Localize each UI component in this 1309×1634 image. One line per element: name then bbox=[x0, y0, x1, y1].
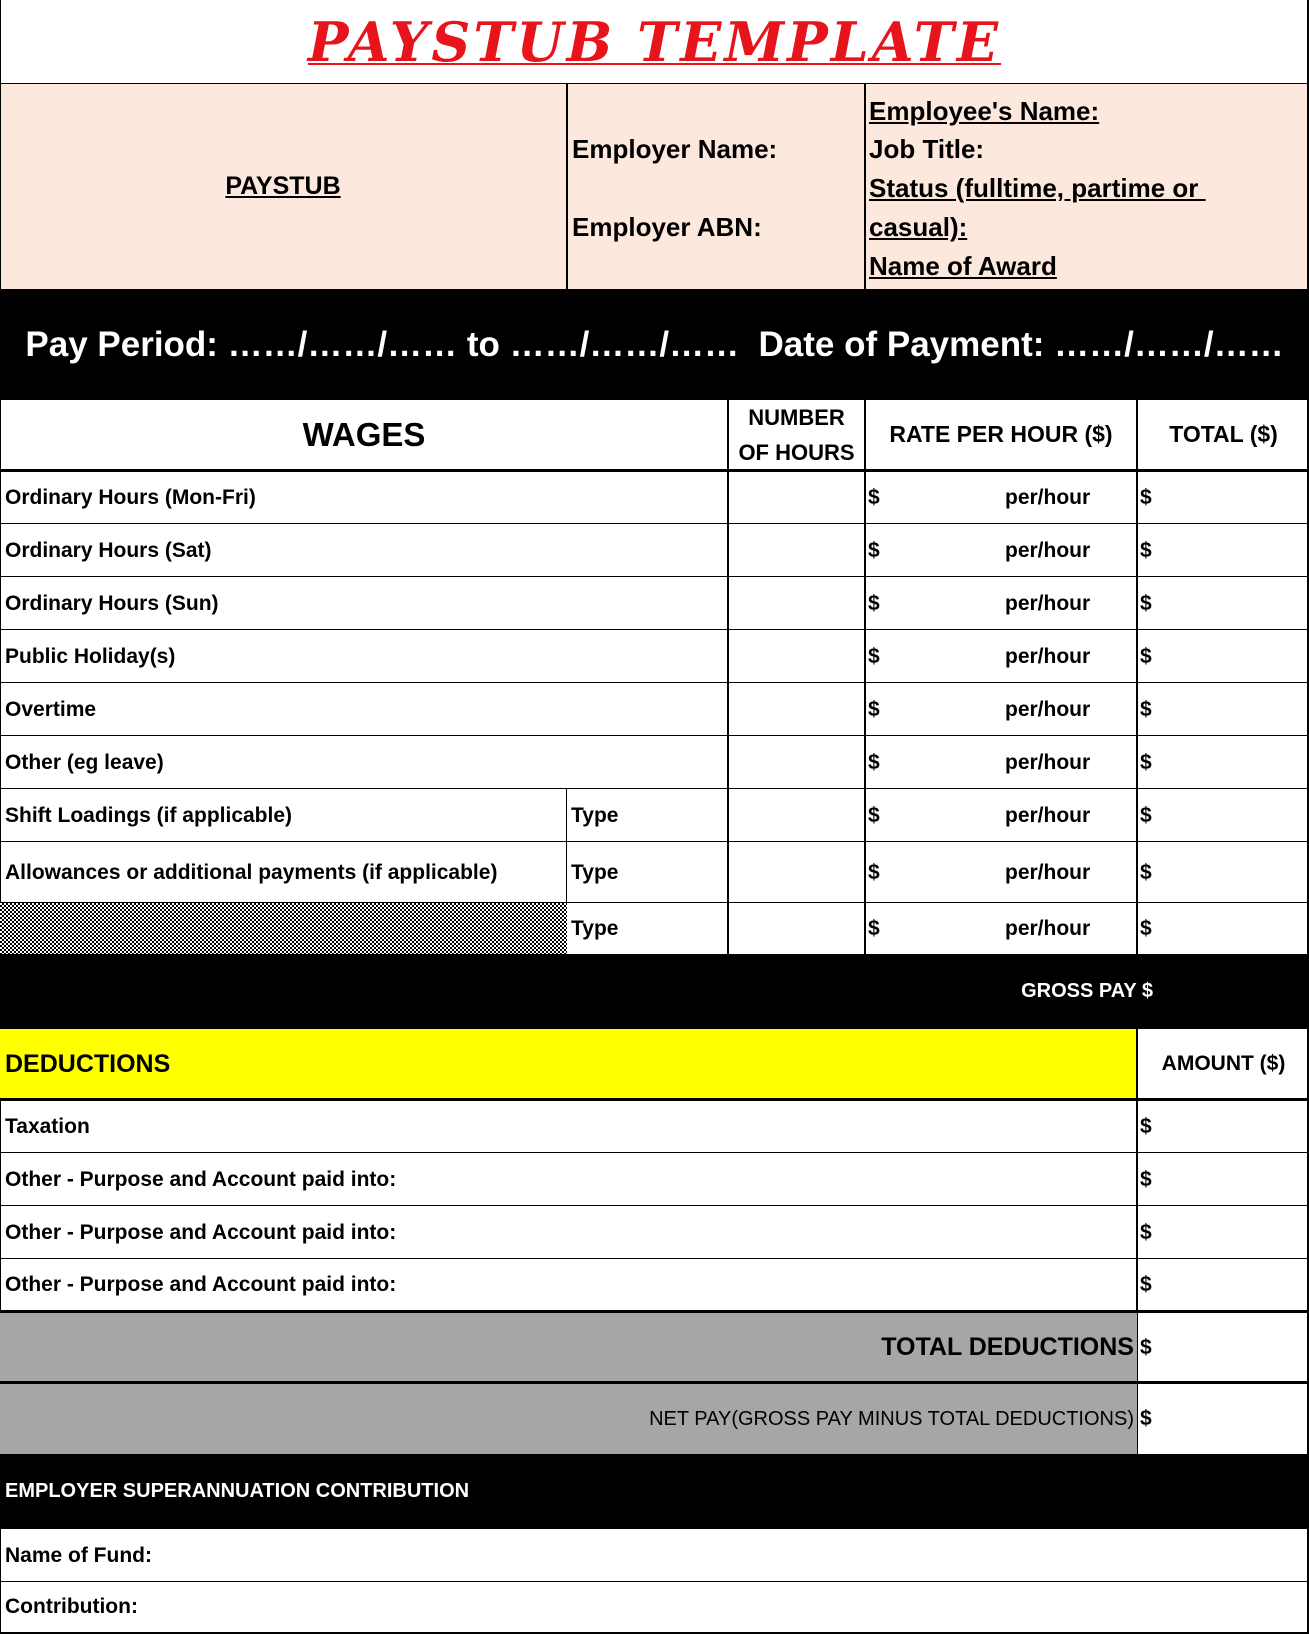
divider bbox=[0, 682, 1309, 683]
rate-dollar-sign: $ bbox=[868, 485, 880, 509]
total-dollar-sign: $ bbox=[1140, 485, 1152, 509]
amount-column-header: AMOUNT ($) bbox=[1161, 1052, 1286, 1075]
rate-column-header: RATE PER HOUR ($) bbox=[889, 421, 1113, 447]
hatched-cell bbox=[0, 903, 567, 954]
amount-dollar-sign: $ bbox=[1140, 1220, 1152, 1244]
fund-name-label: Name of Fund: bbox=[5, 1543, 152, 1567]
net-pay-label: NET PAY(GROSS PAY MINUS TOTAL DEDUCTIONS) bbox=[649, 1407, 1134, 1430]
wage-row-label: Shift Loadings (if applicable) bbox=[5, 803, 293, 827]
divider bbox=[1136, 400, 1138, 954]
divider bbox=[0, 1581, 1309, 1582]
per-hour-label: per/hour bbox=[1005, 644, 1091, 668]
rate-dollar-sign: $ bbox=[868, 538, 880, 562]
divider bbox=[864, 84, 866, 289]
deduction-row-label: Other - Purpose and Account paid into: bbox=[5, 1167, 397, 1191]
divider bbox=[864, 400, 866, 954]
status-label-continued: casual): bbox=[869, 212, 968, 242]
hours-header-line1: NUMBER bbox=[748, 404, 845, 430]
wage-row-label: Ordinary Hours (Sat) bbox=[5, 538, 212, 562]
rate-dollar-sign: $ bbox=[868, 697, 880, 721]
rate-dollar-sign: $ bbox=[868, 591, 880, 615]
total-column-header: TOTAL ($) bbox=[1169, 421, 1278, 447]
deduction-row-label: Other - Purpose and Account paid into: bbox=[5, 1220, 397, 1244]
wage-row-label: Allowances or additional payments (if applicable) bbox=[5, 860, 498, 884]
total-dollar-sign: $ bbox=[1140, 916, 1152, 940]
employee-name-label: Employee's Name: bbox=[869, 96, 1100, 126]
type-label: Type bbox=[571, 860, 619, 884]
total-dollar-sign: $ bbox=[1140, 538, 1152, 562]
page-title: PAYSTUB TEMPLATE bbox=[307, 10, 1002, 74]
rate-dollar-sign: $ bbox=[868, 860, 880, 884]
deduction-row-label: Taxation bbox=[5, 1115, 90, 1138]
rate-dollar-sign: $ bbox=[868, 644, 880, 668]
per-hour-label: per/hour bbox=[1005, 485, 1091, 509]
total-dollar-sign: $ bbox=[1140, 591, 1152, 615]
total-dollar-sign: $ bbox=[1140, 803, 1152, 827]
status-label: Status (fulltime, partime or bbox=[869, 173, 1206, 203]
amount-dollar-sign: $ bbox=[1140, 1335, 1152, 1359]
hours-column-header bbox=[729, 400, 864, 469]
total-dollar-sign: $ bbox=[1140, 750, 1152, 774]
per-hour-label: per/hour bbox=[1005, 538, 1091, 562]
per-hour-label: per/hour bbox=[1005, 860, 1091, 884]
per-hour-label: per/hour bbox=[1005, 697, 1091, 721]
per-hour-label: per/hour bbox=[1005, 591, 1091, 615]
per-hour-label: per/hour bbox=[1005, 750, 1091, 774]
super-heading: EMPLOYER SUPERANNUATION CONTRIBUTION bbox=[5, 1480, 470, 1502]
wage-row-label: Overtime bbox=[5, 697, 97, 721]
job-title-label: Job Title: bbox=[869, 134, 985, 164]
deduction-row-label: Other - Purpose and Account paid into: bbox=[5, 1273, 397, 1296]
type-label: Type bbox=[571, 803, 619, 827]
wages-heading: WAGES bbox=[302, 415, 426, 453]
divider bbox=[0, 1098, 1309, 1101]
type-label: Type bbox=[571, 916, 619, 940]
total-dollar-sign: $ bbox=[1140, 860, 1152, 884]
divider bbox=[566, 84, 568, 289]
per-hour-label: per/hour bbox=[1005, 803, 1091, 827]
gross-pay-label: GROSS PAY $ bbox=[1021, 980, 1153, 1002]
per-hour-label: per/hour bbox=[1005, 916, 1091, 940]
divider bbox=[0, 735, 1309, 736]
paystub-label: PAYSTUB bbox=[225, 172, 341, 200]
contribution-label: Contribution: bbox=[5, 1595, 138, 1618]
pay-period-bar: Pay Period: ……/……/…… to ……/……/…… Date of Payment: ……/……/…… bbox=[0, 289, 1309, 400]
deductions-heading-band bbox=[0, 1029, 1137, 1099]
employer-abn-label: Employer ABN: bbox=[572, 212, 762, 242]
award-label: Name of Award bbox=[869, 251, 1057, 281]
rate-dollar-sign: $ bbox=[868, 750, 880, 774]
wage-row-label: Ordinary Hours (Mon-Fri) bbox=[5, 485, 256, 509]
deductions-heading: DEDUCTIONS bbox=[5, 1049, 171, 1078]
wage-row-label: Public Holiday(s) bbox=[5, 644, 176, 668]
divider bbox=[727, 400, 729, 954]
wage-row-label: Other (eg leave) bbox=[5, 750, 164, 774]
total-dollar-sign: $ bbox=[1140, 697, 1152, 721]
total-deductions-label: TOTAL DEDUCTIONS bbox=[881, 1333, 1134, 1361]
employer-name-label: Employer Name: bbox=[572, 134, 778, 164]
wage-row-label: Ordinary Hours (Sun) bbox=[5, 591, 219, 615]
rate-dollar-sign: $ bbox=[868, 803, 880, 827]
amount-dollar-sign: $ bbox=[1140, 1273, 1152, 1296]
rate-dollar-sign: $ bbox=[868, 916, 880, 940]
amount-dollar-sign: $ bbox=[1140, 1115, 1152, 1138]
amount-dollar-sign: $ bbox=[1140, 1407, 1152, 1430]
total-dollar-sign: $ bbox=[1140, 644, 1152, 668]
amount-dollar-sign: $ bbox=[1140, 1167, 1152, 1191]
hours-header-line2: OF HOURS bbox=[738, 439, 855, 465]
